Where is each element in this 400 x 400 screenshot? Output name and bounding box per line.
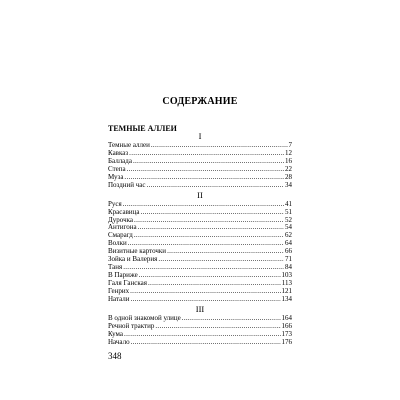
dot-leader <box>140 209 284 217</box>
toc-entry-page: 103 <box>281 271 292 280</box>
toc-entry-title: В Париже <box>108 271 138 280</box>
toc-entry-page: 66 <box>285 247 292 256</box>
toc-entry <box>108 182 292 190</box>
toc-entry <box>108 209 292 217</box>
toc-entry <box>108 280 292 288</box>
toc-entry-title: Степа <box>108 164 126 173</box>
toc-entry <box>108 323 292 331</box>
toc-entry <box>108 166 292 174</box>
dot-leader <box>124 174 284 182</box>
toc-entry <box>108 232 292 240</box>
toc-entry-title: Дурочка <box>108 215 134 224</box>
dot-leader <box>138 224 284 232</box>
toc-entry <box>108 150 292 158</box>
dot-leader <box>134 217 284 225</box>
dot-leader <box>134 232 284 240</box>
toc-entry-page: 113 <box>281 279 292 287</box>
dot-leader <box>133 158 284 166</box>
toc-entry-page: 62 <box>285 231 292 240</box>
toc-entry <box>108 256 292 264</box>
toc-entry-page: 121 <box>281 286 292 295</box>
toc-entry-page: 54 <box>285 223 292 232</box>
toc-entry-page: 7 <box>288 141 292 149</box>
toc-entry-title: Смарагд <box>108 231 133 240</box>
toc-entry-title: Речной трактир <box>108 321 155 330</box>
toc-entry-page: 173 <box>281 329 292 338</box>
toc-entry-title: Темные аллеи <box>108 141 150 149</box>
toc-entry <box>108 224 292 232</box>
part-numeral-2: II <box>197 189 203 200</box>
toc-entry-title: Галя Ганская <box>108 279 147 287</box>
toc-entry-page: 176 <box>281 337 292 346</box>
toc-entry <box>108 339 292 347</box>
toc-entry-page: 41 <box>285 199 292 208</box>
toc-entry-title: Таня <box>108 263 123 272</box>
toc-entry <box>108 331 292 339</box>
part-numeral-3: III <box>195 303 205 314</box>
toc-entry-page: 34 <box>285 180 292 189</box>
toc-entry-title: Волки <box>108 239 127 248</box>
toc-entry-title: Красавица <box>108 207 140 216</box>
toc-entry-page: 51 <box>285 207 292 216</box>
toc-entry-title: Муза <box>108 172 124 181</box>
page-number: 348 <box>108 351 122 361</box>
toc-entry-title: Поздний час <box>108 180 146 189</box>
dot-leader <box>155 323 280 331</box>
toc-entry-title: Генрих <box>108 286 130 295</box>
section-title: ТЕМНЫЕ АЛЛЕИ <box>108 124 177 133</box>
toc-entry-page: 71 <box>285 255 292 264</box>
dot-leader <box>131 339 281 347</box>
dot-leader <box>146 182 284 190</box>
dot-leader <box>130 288 280 296</box>
dot-leader <box>124 331 280 339</box>
dot-leader <box>158 256 284 264</box>
toc-entry-title: Зойка и Валерия <box>108 255 158 264</box>
toc-entry-page: 134 <box>281 294 292 303</box>
toc-entry-title: Кавказ <box>108 148 129 157</box>
toc-entry-title: Кума <box>108 329 124 338</box>
dot-leader <box>123 201 284 209</box>
toc-entry-title: Руся <box>108 199 122 208</box>
toc-entry-title: Натали <box>108 294 130 303</box>
dot-leader <box>129 150 284 158</box>
toc-entry-page: 84 <box>285 263 292 272</box>
toc-entry-title: Визитные карточки <box>108 247 167 256</box>
toc-entry <box>108 296 292 304</box>
toc-entry <box>108 158 292 166</box>
dot-leader <box>182 315 281 323</box>
toc-entry-title: Баллада <box>108 156 132 165</box>
toc-entry <box>108 142 292 150</box>
dot-leader <box>123 264 284 272</box>
table-of-contents <box>108 131 292 347</box>
dot-leader <box>139 272 281 280</box>
toc-entry-title: Антигона <box>108 223 137 232</box>
toc-entry-title: В одной знакомой улице <box>108 313 181 322</box>
toc-entry-title: Начало <box>108 337 130 346</box>
toc-entry-page: 166 <box>281 321 292 330</box>
toc-entry-page: 22 <box>285 164 292 173</box>
toc-entry-page: 64 <box>285 239 292 248</box>
dot-leader <box>151 142 288 150</box>
dot-leader <box>131 296 281 304</box>
toc-title: СОДЕРЖАНИЕ <box>162 96 238 107</box>
dot-leader <box>148 280 281 288</box>
toc-entry-page: 52 <box>285 215 292 224</box>
toc-entry-page: 164 <box>281 313 292 322</box>
toc-entry-page: 16 <box>285 156 292 165</box>
part-numeral-1: I <box>198 131 202 141</box>
dot-leader <box>167 248 284 256</box>
toc-entry-page: 12 <box>285 148 292 157</box>
dot-leader <box>127 166 284 174</box>
toc-entry <box>108 288 292 296</box>
toc-entry-page: 28 <box>285 172 292 181</box>
